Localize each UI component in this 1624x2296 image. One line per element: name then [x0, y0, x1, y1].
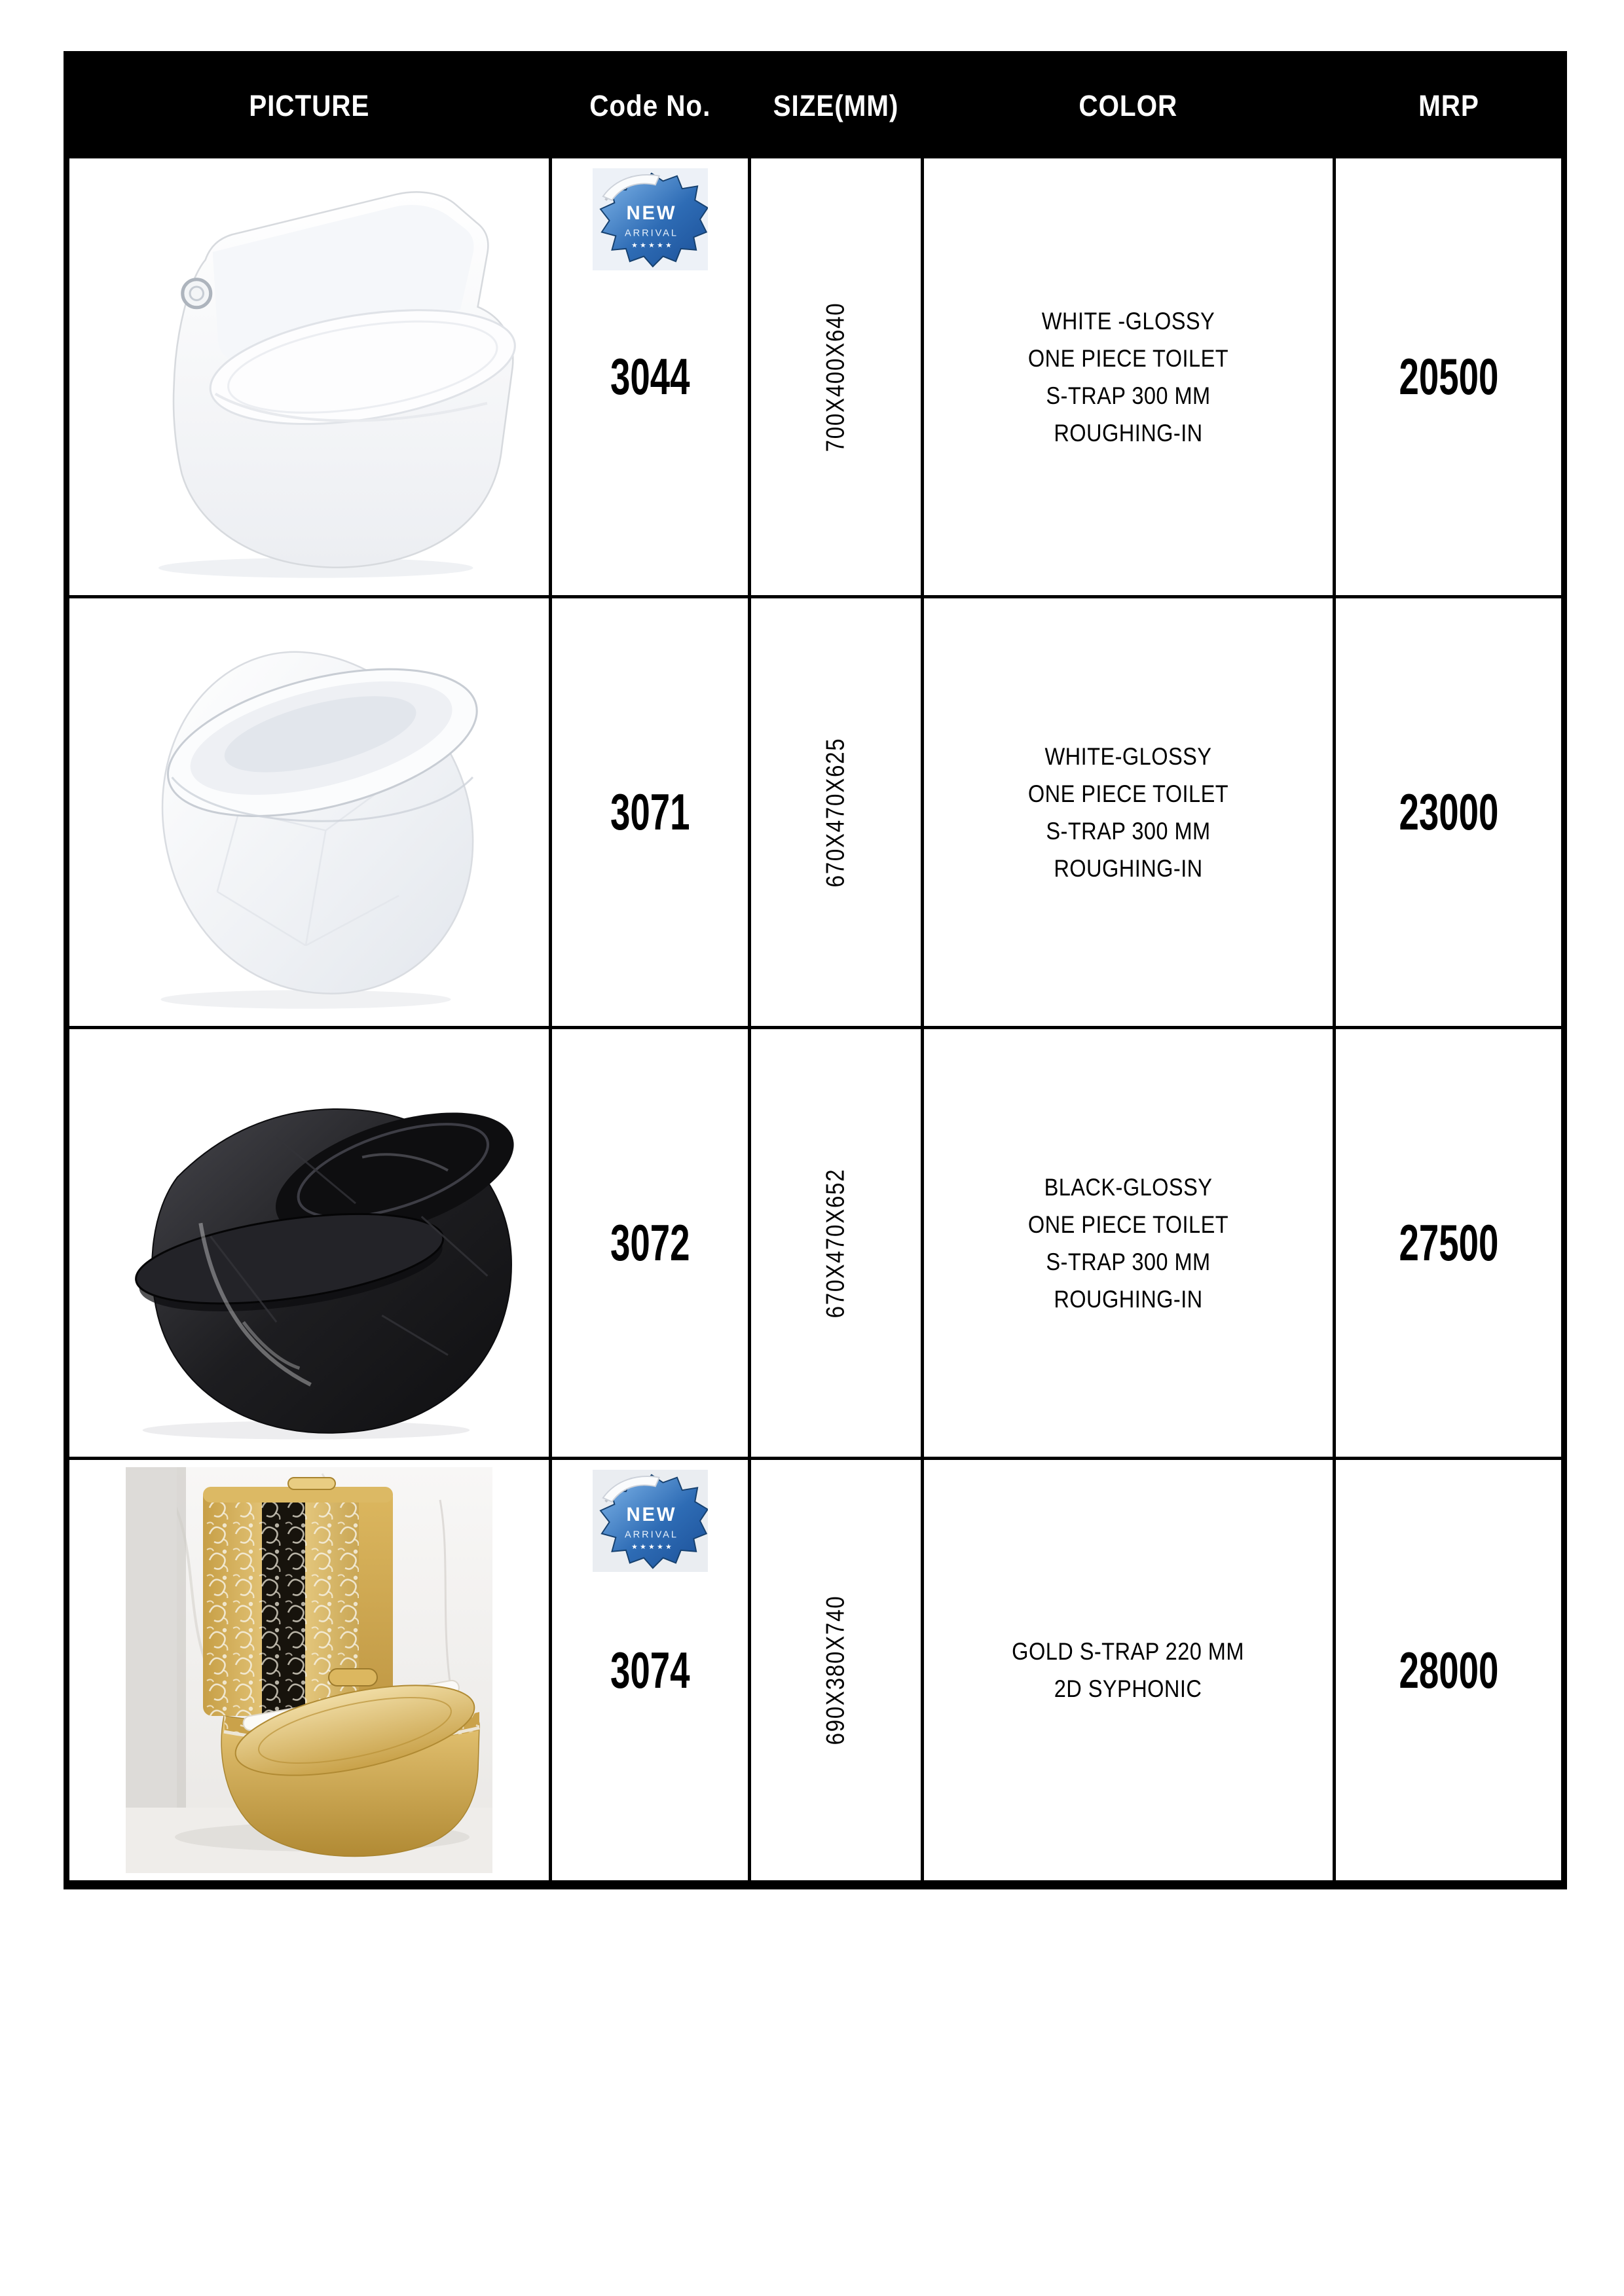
new-arrival-badge-art: [593, 168, 708, 270]
table-row-3-picture-cell: [69, 1029, 552, 1460]
column-header-color: COLOR: [924, 57, 1336, 158]
table-row-2-code-cell: [552, 598, 751, 1029]
table-row-4-code-cell: [552, 1460, 751, 1880]
badge-new-label: NEW: [625, 203, 676, 224]
table-row-2-size-cell: [751, 598, 924, 1029]
badge-arrival-label: ARRIVAL: [624, 228, 678, 239]
product-photo-white-one-piece-toilet: [80, 166, 538, 588]
product-description: BLACK-GLOSSY ONE PIECE TOILET S-TRAP 300 MM ROUGHING-IN: [1027, 1173, 1229, 1313]
product-description: WHITE-GLOSSY ONE PIECE TOILET S-TRAP 300 MM ROUGHING-IN: [1027, 742, 1229, 882]
product-code: 3071: [610, 783, 690, 841]
table-row-4-picture-cell: [69, 1460, 552, 1880]
table-row-1-picture-cell: [69, 158, 552, 598]
column-header-mrp: MRP: [1336, 57, 1561, 158]
table-row-4-color-cell: [924, 1460, 1336, 1880]
badge-stars: ★ ★ ★ ★ ★: [631, 1542, 672, 1551]
badge-arrival-label: ARRIVAL: [624, 1529, 678, 1540]
product-size: 700X400X640: [821, 302, 850, 452]
product-size: 690X380X740: [821, 1595, 850, 1745]
product-size: 670X470X652: [821, 1168, 850, 1318]
table-row-4-mrp-cell: [1336, 1460, 1561, 1880]
new-arrival-badge: [593, 1470, 708, 1572]
table-row-1-color-cell: [924, 158, 1336, 598]
new-arrival-badge: [593, 168, 708, 270]
table-row-3-color-cell: [924, 1029, 1336, 1460]
table-row-3-mrp-cell: [1336, 1029, 1561, 1460]
product-description: WHITE -GLOSSY ONE PIECE TOILET S-TRAP 300 MM ROUGHING-IN: [1027, 307, 1229, 446]
product-code: 3074: [610, 1641, 690, 1699]
product-mrp: 27500: [1399, 1214, 1498, 1271]
product-description: GOLD S-TRAP 220 MM 2D SYPHONIC: [1012, 1638, 1245, 1702]
table-grid: [69, 57, 1561, 1880]
table-row-3-size-cell: [751, 1029, 924, 1460]
product-size: 670X470X625: [821, 737, 850, 887]
product-mrp: 23000: [1399, 783, 1498, 841]
column-header-size: SIZE(MM): [751, 57, 924, 158]
table-row-1-code-cell: [552, 158, 751, 598]
column-header-code: Code No.: [552, 57, 751, 158]
table-row-2-mrp-cell: [1336, 598, 1561, 1029]
table-row-2-color-cell: [924, 598, 1336, 1029]
table-row-4-size-cell: [751, 1460, 924, 1880]
table-row-1-mrp-cell: [1336, 158, 1561, 598]
badge-stars: ★ ★ ★ ★ ★: [631, 240, 672, 249]
product-photo-gold-ornate-toilet: [126, 1467, 492, 1873]
column-header-picture: PICTURE: [69, 57, 552, 158]
badge-new-label: NEW: [625, 1504, 676, 1525]
product-code: 3072: [610, 1214, 690, 1271]
product-table: [64, 51, 1567, 1889]
new-arrival-badge-art: [593, 1470, 708, 1572]
product-mrp: 28000: [1399, 1641, 1498, 1699]
product-code: 3044: [610, 348, 690, 405]
table-row-3-code-cell: [552, 1029, 751, 1460]
table-row-1-size-cell: [751, 158, 924, 598]
product-mrp: 20500: [1399, 348, 1498, 405]
table-row-2-picture-cell: [69, 598, 552, 1029]
product-photo-white-egg-toilet: [103, 610, 515, 1015]
product-photo-black-egg-toilet: [79, 1038, 540, 1448]
